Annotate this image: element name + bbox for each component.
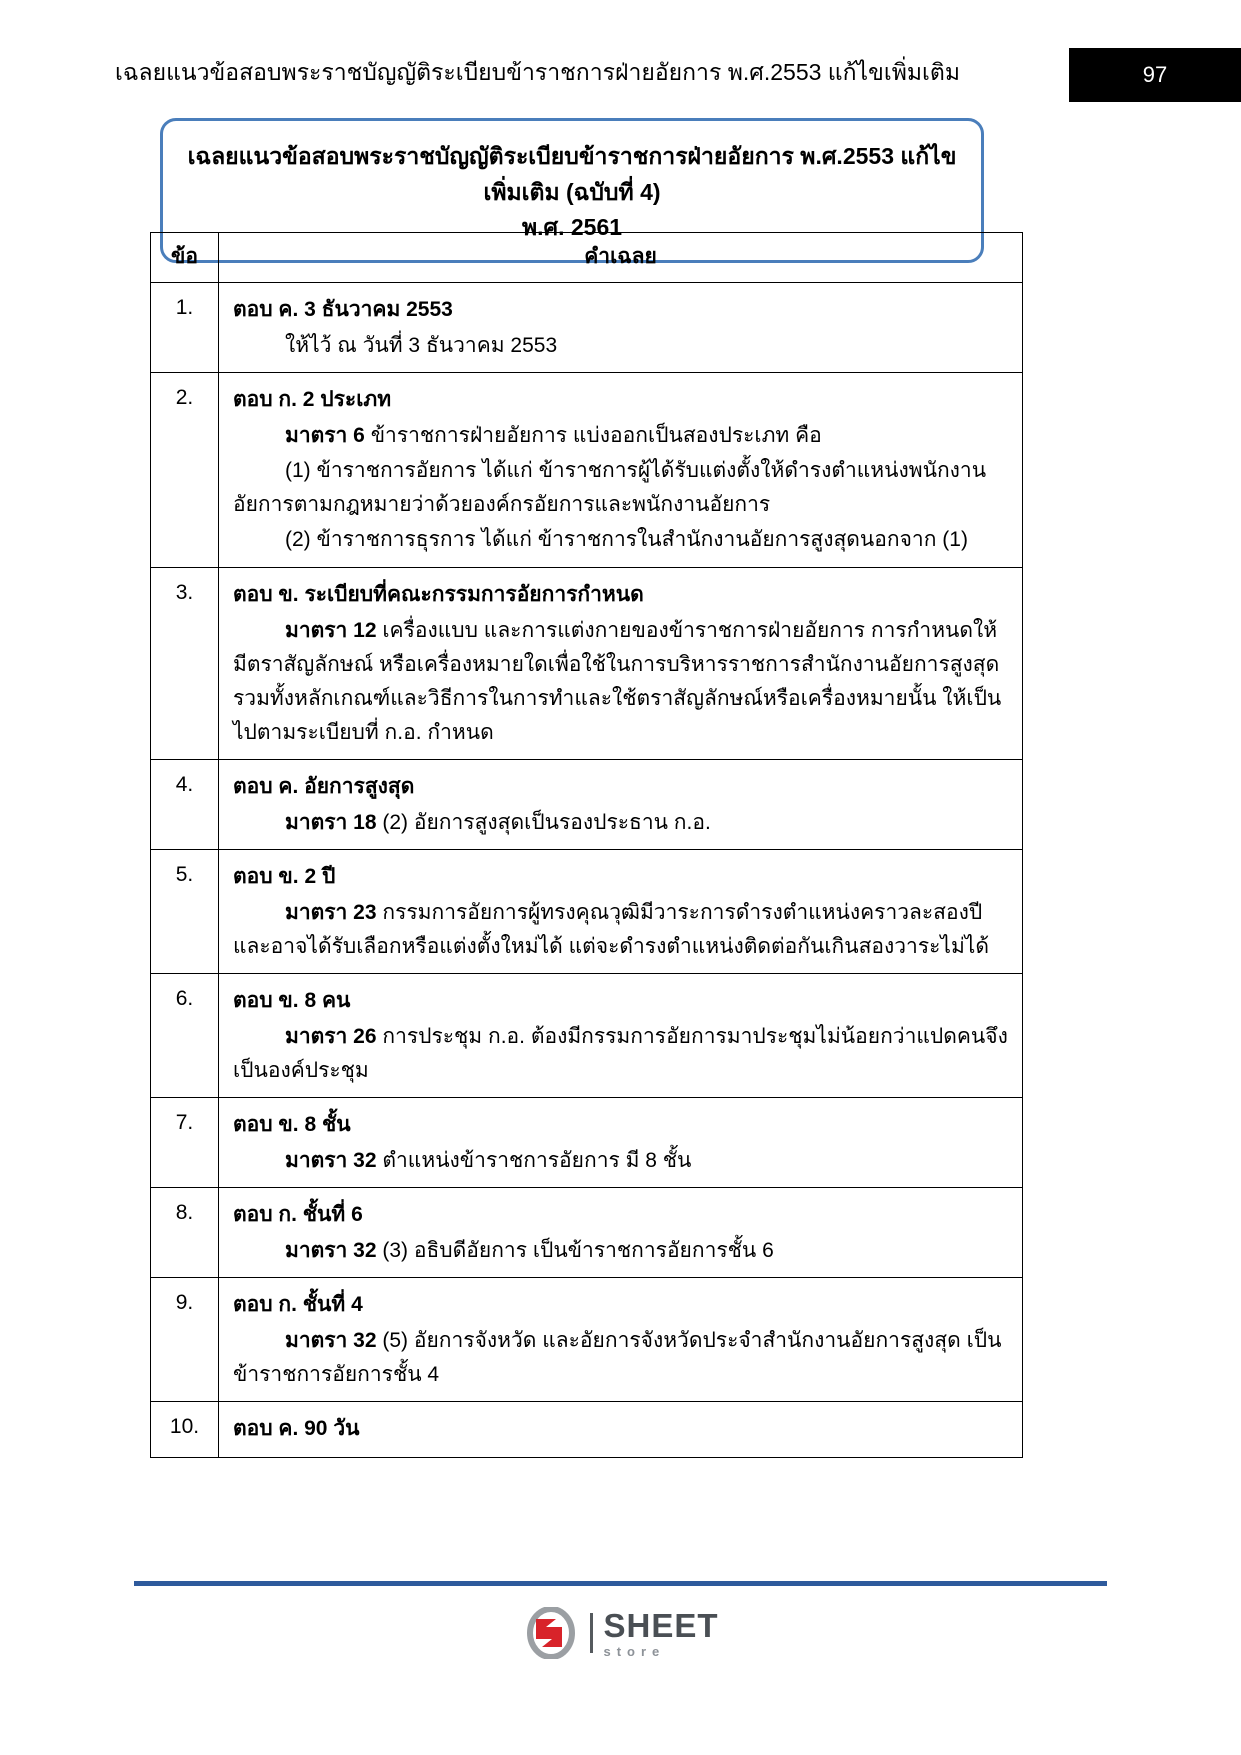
sheet-store-logo-mark [522, 1607, 580, 1659]
answer-explanation-paragraph [233, 1234, 1008, 1268]
law-section-reference: มาตรา 12 [285, 618, 377, 642]
column-header-number: ข้อ [151, 233, 219, 283]
question-number-cell: 8. [151, 1187, 219, 1277]
answer-cell [219, 373, 1023, 567]
answer-cell [219, 849, 1023, 973]
table-row [151, 283, 1023, 373]
law-section-reference: มาตรา 6 [285, 424, 365, 448]
answer-explanation-paragraph [233, 419, 1008, 453]
question-number-cell: 3. [151, 567, 219, 759]
answer-cell [219, 759, 1023, 849]
answer-explanation-text: (1) ข้าราชการอัยการ ได้แก่ ข้าราชการผู้ได้รับแต่งตั้งให้ดำรงตำแหน่งพนักงานอัยการตามกฎหมายว่าด้วยองค์กรอัยการและพนักงานอัยการ [233, 459, 987, 517]
law-section-reference: มาตรา 26 [285, 1024, 377, 1048]
table-row [151, 759, 1023, 849]
answer-explanation-text: กรรมการอัยการผู้ทรงคุณวุฒิมีวาระการดำรงตำแหน่งคราวละสองปีและอาจได้รับเลือกหรือแต่งตั้งใหม่ได้ แต่จะดำรงตำแหน่งติดต่อกันเกินสองวาระไม่ได้ [233, 900, 990, 958]
answer-explanation-text: ข้าราชการฝ่ายอัยการ แบ่งออกเป็นสองประเภท คือ [364, 424, 822, 448]
answer-explanation-text: เครื่องแบบ และการแต่งกายของข้าราชการฝ่ายอัยการ การกำหนดให้มีตราสัญลักษณ์ หรือเครื่องหมายใดเพื่อใช้ในการบริหารราชการสำนักงานอัยการสูงสุด รวมทั้งหลักเกณฑ์และวิธีการในการทำและใช้ตราสัญลักษณ์หรือเครื่องหมายนั้น ให้เป็นไปตามระเบียบที่ ก.อ. กำหนด [233, 618, 1002, 744]
answer-explanation-text: ให้ไว้ ณ วันที่ 3 ธันวาคม 2553 [285, 334, 558, 358]
page-footer [0, 1565, 1241, 1755]
page-number-badge: 97 [1069, 48, 1241, 102]
answer-choice-line: ตอบ ค. อัยการสูงสุด [233, 774, 415, 798]
logo-text-sub: store [603, 1643, 666, 1659]
answer-explanation-paragraph [233, 329, 1008, 363]
table-body [151, 283, 1023, 1457]
answer-choice-line: ตอบ ค. 3 ธันวาคม 2553 [233, 298, 453, 322]
law-section-reference: มาตรา 32 [285, 1148, 377, 1172]
question-number-cell: 2. [151, 373, 219, 567]
question-number-cell: 10. [151, 1401, 219, 1457]
answer-choice-line: ตอบ ข. 8 ชั้น [233, 1112, 351, 1136]
answer-choice-line: ตอบ ข. 8 คน [233, 988, 351, 1012]
answer-explanation-text: ตำแหน่งข้าราชการอัยการ มี 8 ชั้น [376, 1148, 692, 1172]
answer-explanation-paragraph [233, 1020, 1008, 1088]
question-number-cell: 5. [151, 849, 219, 973]
document-title-line-1: เฉลยแนวข้อสอบพระราชบัญญัติระเบียบข้าราชการฝ่ายอัยการ พ.ศ.2553 แก้ไขเพิ่มเติม (ฉบับที่ 4) [187, 143, 957, 205]
answer-choice-line: ตอบ ก. ชั้นที่ 6 [233, 1202, 363, 1226]
question-number-cell: 1. [151, 283, 219, 373]
answer-choice-line: ตอบ ก. ชั้นที่ 4 [233, 1292, 363, 1316]
column-header-answer: คำเฉลย [219, 233, 1023, 283]
table-row [151, 1401, 1023, 1457]
answer-cell [219, 1277, 1023, 1401]
answer-choice-line: ตอบ ก. 2 ประเภท [233, 388, 392, 412]
law-section-reference: มาตรา 32 [285, 1328, 377, 1352]
answer-explanation-paragraph [233, 614, 1008, 750]
logo-text-main: SHEET [603, 1606, 719, 1644]
answer-explanation-paragraph [233, 523, 1008, 557]
table-header-row [151, 233, 1023, 283]
table-row [151, 973, 1023, 1097]
law-section-reference: มาตรา 18 [285, 810, 377, 834]
answer-explanation-paragraph [233, 454, 1008, 522]
document-title-line-2: พ.ศ. 2561 [521, 214, 623, 241]
answer-cell [219, 283, 1023, 373]
answer-explanation-paragraph [233, 1144, 1008, 1178]
question-number-cell: 9. [151, 1277, 219, 1401]
answer-choice-line: ตอบ ข. 2 ปี [233, 864, 336, 888]
table-row [151, 1187, 1023, 1277]
question-number-cell: 7. [151, 1097, 219, 1187]
answer-cell [219, 1187, 1023, 1277]
answer-choice-line: ตอบ ข. ระเบียบที่คณะกรรมการอัยการกำหนด [233, 582, 644, 606]
logo-wordmark [603, 1606, 719, 1659]
answer-explanation-paragraph [233, 1324, 1008, 1392]
running-header-title: เฉลยแนวข้อสอบพระราชบัญญัติระเบียบข้าราชการฝ่ายอัยการ พ.ศ.2553 แก้ไขเพิ่มเติม [114, 59, 960, 85]
answer-explanation-paragraph [233, 896, 1008, 964]
table-row [151, 1277, 1023, 1401]
footer-divider-rule [134, 1581, 1107, 1586]
answer-explanation-text: (3) อธิบดีอัยการ เป็นข้าราชการอัยการชั้น 6 [376, 1238, 774, 1262]
table-row [151, 1097, 1023, 1187]
question-number-cell: 4. [151, 759, 219, 849]
answer-cell [219, 1097, 1023, 1187]
logo-divider [590, 1613, 593, 1653]
answer-choice-line: ตอบ ค. 90 วัน [233, 1416, 360, 1440]
running-header [0, 48, 1241, 102]
answer-explanation-text: (5) อัยการจังหวัด และอัยการจังหวัดประจำสำนักงานอัยการสูงสุด เป็นข้าราชการอัยการชั้น 4 [233, 1328, 1002, 1386]
answer-cell [219, 973, 1023, 1097]
answer-explanation-paragraph [233, 806, 1008, 840]
answer-key-table [150, 232, 1023, 1458]
sheet-store-logo [0, 1607, 1241, 1659]
table-row [151, 567, 1023, 759]
answer-cell [219, 567, 1023, 759]
answer-explanation-text: (2) ข้าราชการธุรการ ได้แก่ ข้าราชการในสำนักงานอัยการสูงสุดนอกจาก (1) [285, 528, 968, 552]
law-section-reference: มาตรา 32 [285, 1238, 377, 1262]
answer-explanation-text: (2) อัยการสูงสุดเป็นรองประธาน ก.อ. [376, 810, 711, 834]
question-number-cell: 6. [151, 973, 219, 1097]
answer-explanation-text: การประชุม ก.อ. ต้องมีกรรมการอัยการมาประชุมไม่น้อยกว่าแปดคนจึงเป็นองค์ประชุม [233, 1024, 1008, 1082]
table-row [151, 373, 1023, 567]
law-section-reference: มาตรา 23 [285, 900, 377, 924]
answer-cell [219, 1401, 1023, 1457]
table-row [151, 849, 1023, 973]
